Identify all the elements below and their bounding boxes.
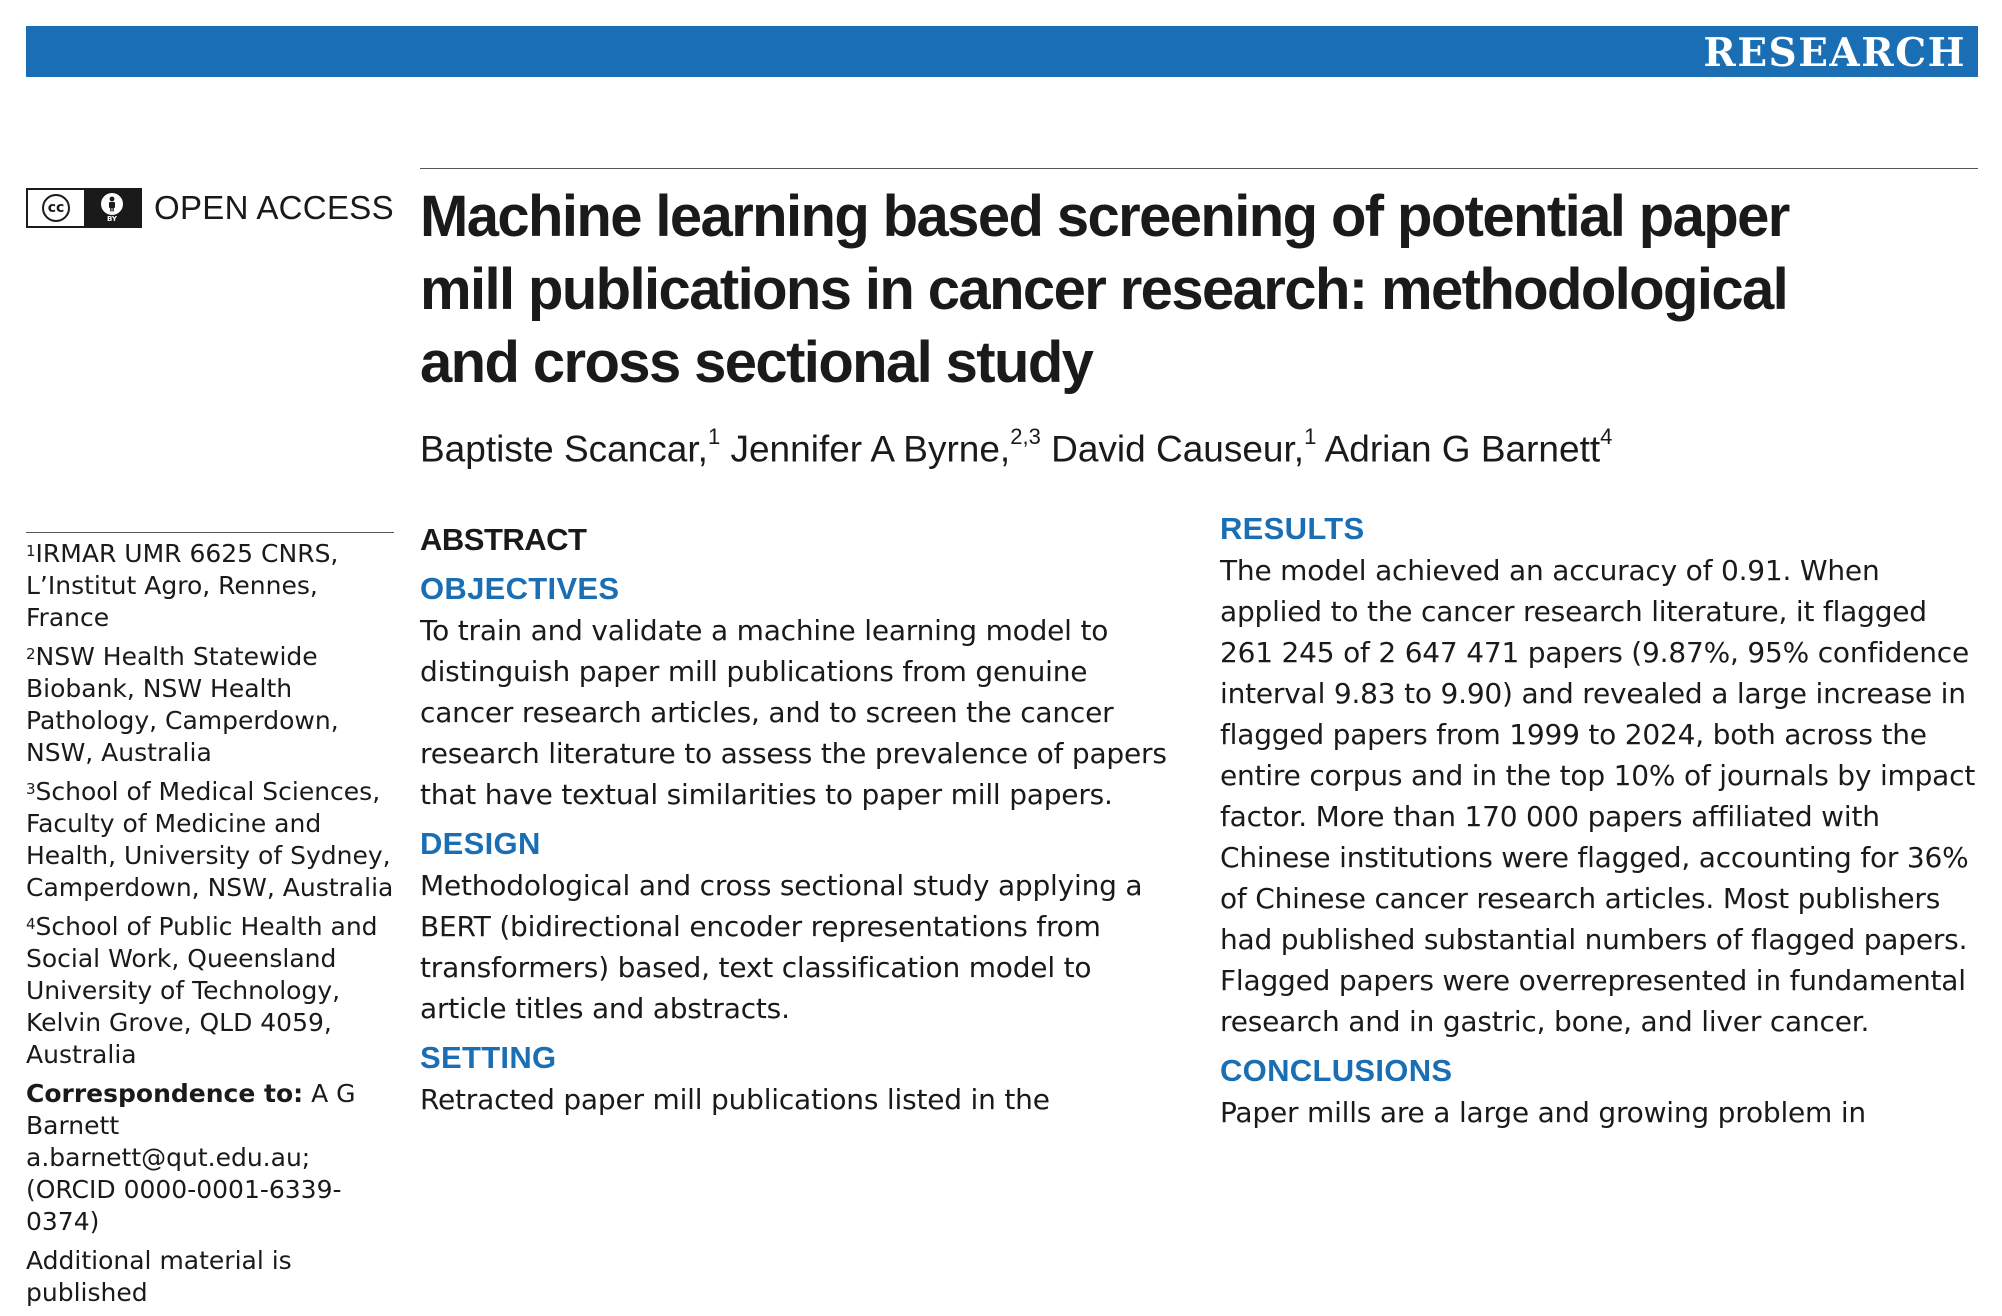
affiliation-text: IRMAR UMR 6625 CNRS, L’Institut Agro, Rennes, France [26, 539, 339, 632]
objectives-text: To train and validate a machine learning model to distinguish paper mill publications from genuine cancer research articles, and to screen the cancer research literature to assess the prevalence of papers that have textual similarities to paper mill papers. [420, 614, 1167, 811]
author-name[interactable]: David Causeur, [1051, 428, 1305, 470]
section-label: RESEARCH [1703, 30, 1966, 76]
author-affiliation-ref: 1 [707, 424, 721, 449]
design-text: Methodological and cross sectional study applying a BERT (bidirectional encoder representations from transformers) based, text classification model to article titles and abstracts. [420, 869, 1143, 1025]
by-label: BY [106, 215, 118, 223]
affiliation-item [26, 911, 406, 1071]
results-heading: RESULTS [1220, 511, 1365, 546]
abstract-column-right [1220, 508, 1980, 1141]
results-text: The model achieved an accuracy of 0.91. When applied to the cancer research literature, it flagged 261 245 of 2 647 471 papers (9.87%, 95% confidence interval 9.83 to 9.90) and revealed a large increase in flagged papers from 1999 to 2024, both across the entire corpus and in the top 10% of journals by impact factor. More than 170 000 papers affiliated with Chinese institutions were flagged, accounting for 36% of Chinese cancer research articles. Most publishers had published substantial numbers of flagged papers. Flagged papers were overrepresented in fundamental research and in gastric, bone, and liver cancer. [1220, 554, 1976, 1038]
conclusions-text: Paper mills are a large and growing problem in [1220, 1096, 1866, 1129]
setting-text: Retracted paper mill publications listed in the [420, 1083, 1050, 1116]
affiliation-item [26, 641, 406, 769]
affiliation-number: 4 [26, 915, 36, 933]
design-heading: DESIGN [420, 826, 541, 861]
correspondence-orcid[interactable]: (ORCID 0000-0001-6339-0374) [26, 1175, 342, 1236]
affiliation-number: 3 [26, 780, 36, 798]
open-access-block [26, 188, 394, 228]
correspondence-label: Correspondence to: [26, 1079, 304, 1108]
affiliation-item [26, 776, 406, 904]
correspondence [26, 1078, 406, 1238]
author-affiliation-ref: 4 [1600, 424, 1613, 449]
author-affiliation-ref: 2,3 [1010, 424, 1041, 449]
creative-commons-icon: cc [42, 194, 70, 222]
author-name[interactable]: Adrian G Barnett [1324, 428, 1601, 470]
affiliation-item [26, 538, 406, 634]
sidebar-rule [26, 532, 394, 533]
abstract-column-left [420, 520, 1180, 1128]
author-name[interactable]: Jennifer A Byrne, [730, 428, 1011, 470]
correspondence-name: A G Barnett [26, 1079, 356, 1140]
attribution-person-icon [101, 193, 123, 215]
correspondence-email-link[interactable]: a.barnett@qut.edu.au; [26, 1143, 311, 1172]
affiliation-text: NSW Health Statewide Biobank, NSW Health Pathology, Camperdown, NSW, Australia [26, 642, 339, 767]
author-affiliation-ref: 1 [1304, 424, 1317, 449]
section-banner [26, 26, 1978, 77]
affiliation-text: School of Medical Sciences, Faculty of Medicine and Health, University of Sydney, Camperdown, NSW, Australia [26, 777, 394, 902]
objectives-heading: OBJECTIVES [420, 571, 620, 606]
affiliation-number: 2 [26, 645, 36, 663]
article-title: Machine learning based screening of potential paper mill publications in cancer research: methodological and cross sectional study [420, 184, 1789, 395]
setting-heading: SETTING [420, 1040, 557, 1075]
author-name[interactable]: Baptiste Scancar, [420, 428, 708, 470]
abstract-heading: ABSTRACT [420, 522, 587, 557]
author-list [420, 424, 1613, 470]
affiliations-sidebar [26, 538, 406, 1316]
open-access-label: OPEN ACCESS [154, 189, 394, 226]
affiliation-number: 1 [26, 542, 36, 560]
title-rule [420, 168, 1978, 169]
additional-material-note: Additional material is published [26, 1246, 292, 1307]
conclusions-heading: CONCLUSIONS [1220, 1053, 1453, 1088]
cc-by-license-badge[interactable] [26, 188, 142, 228]
affiliation-text: School of Public Health and Social Work, Queensland University of Technology, Kelvin Grove, QLD 4059, Australia [26, 912, 378, 1069]
